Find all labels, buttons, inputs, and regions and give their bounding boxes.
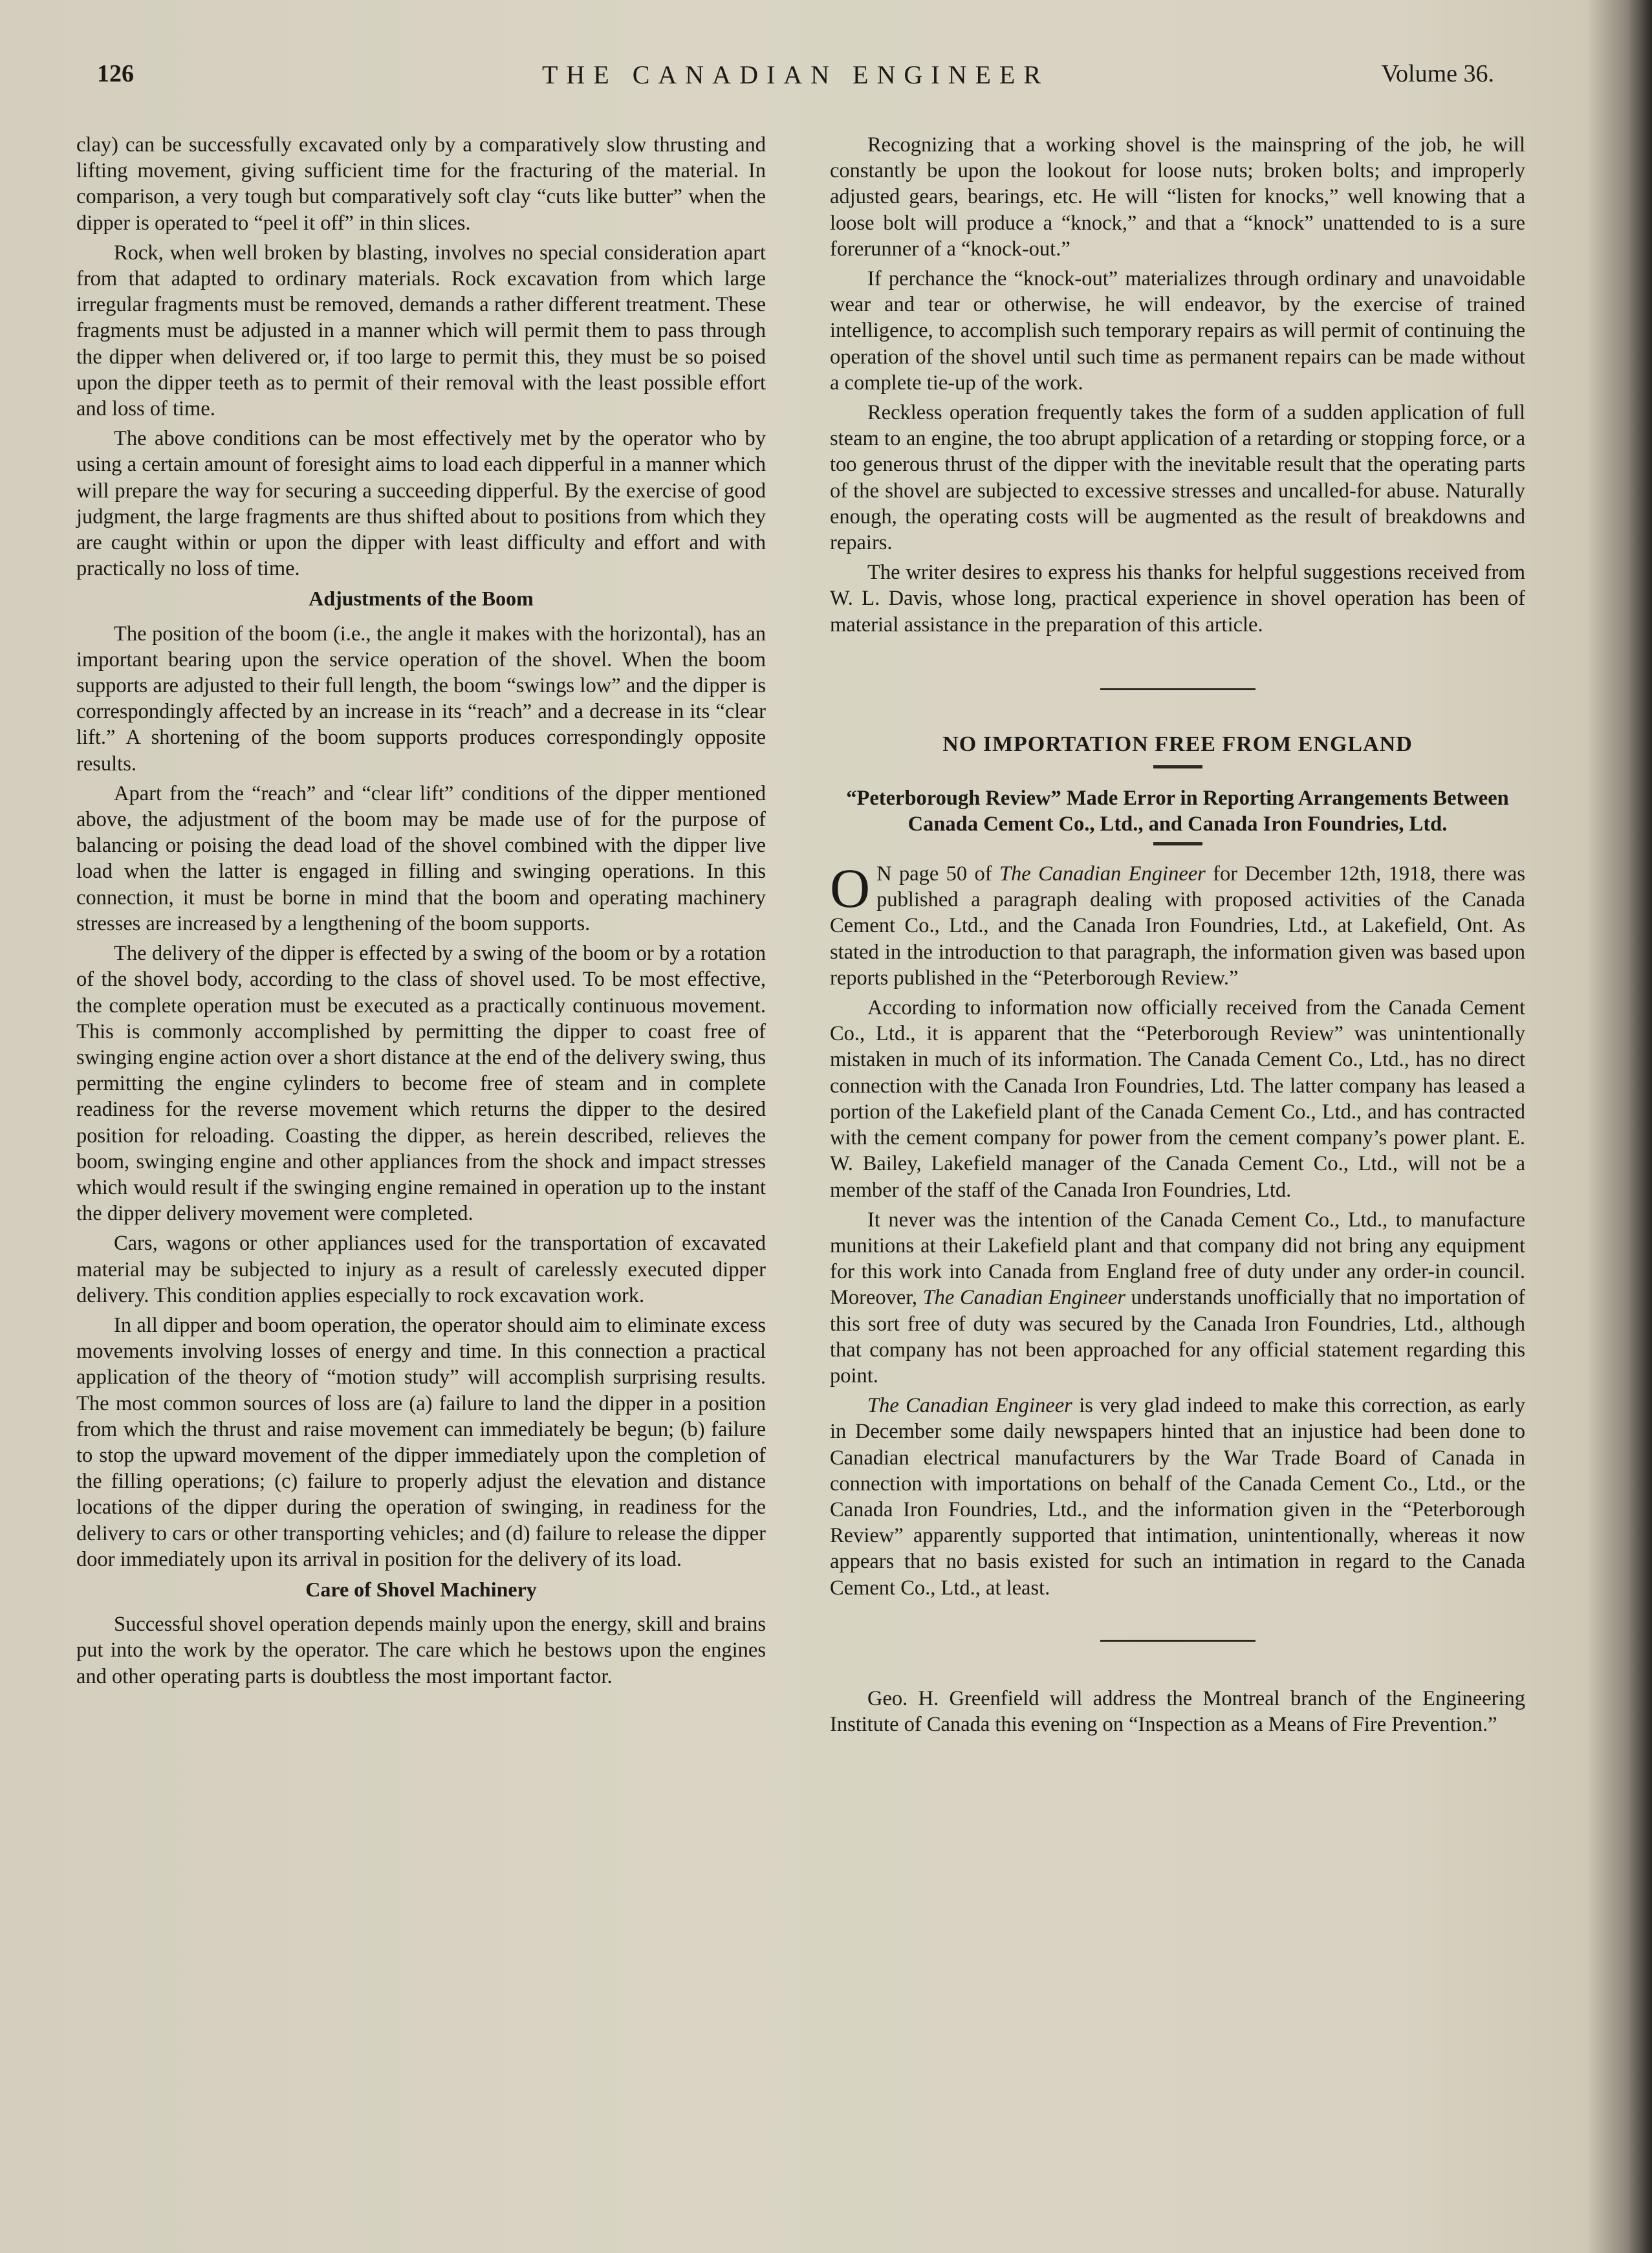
paragraph: The delivery of the dipper is effected by a swing of the boom or by a rotation of the shovel body, according to the class of shovel used. To be most effective, the complete operation must be executed as a practically continuous movement. This is commonly accomplished by permitting the dipper to coast free of swinging engine action over a short distance at the end of the delivery swing, thus permitting the engine cylinders to become free of steam and in complete readiness for the reverse movement which returns the dipper to the desired position for reloading. Coasting the dipper, as herein described, relieves the boom, swinging engine and other appliances from the shock and impact stresses which would result if the swinging engine remained in operation up to the instant the dipper delivery movement were completed. [76,942,766,1226]
paragraph [830,1393,1525,1601]
section-divider [1100,1640,1255,1642]
paragraph: Recognizing that a working shovel is the mainspring of the job, he will constantly be upon the lookout for loose nuts; broken bolts; and improperly adjusted gears, bearings, etc. He will “listen for knocks,” well knowing that a loose bolt will produce a “knock,” and that a “knock” unattended to is a sure forerunner of a “knock-out.” [830,133,1525,261]
article-deck: “Peterborough Review” Made Error in Reporting Arrangements Between Canada Cement Co., Ltd., and Canada Iron Foundries, Ltd. [846,787,1509,836]
journal-name-italic: The Canadian Engineer [922,1286,1125,1310]
paragraph [830,1207,1525,1389]
article-title: NO IMPORTATION FREE FROM ENGLAND [942,732,1413,756]
text-run: for December 12th, 1918, there was published a paragraph dealing with proposed activities of the Canada Cement Co., Ltd., and the Canada Iron Foundries, Ltd., at Lakefield, Ont. As stated in the introduction to that paragraph, the information given was based upon reports published in the “Peterborough Review.” [830,862,1525,990]
deck-rule [1153,842,1202,845]
journal-name-italic: The Canadian Engineer [999,862,1206,886]
text-run: It never was the intention of the Canada Cement Co., Ltd., to manufacture munitions at their Lakefield plant and that company did not bring any equipment for this work into Canada from England free of duty under any order-in council. Moreover, [830,1208,1525,1310]
journal-title: THE CANADIAN ENGINEER [541,60,1050,89]
text-run: understands unofficially that no importation of this sort free of duty was secured by the Canada Iron Foundries, Ltd., although that company has not been approached for any official statement regarding this point. [830,1286,1525,1388]
paragraph: According to information now officially received from the Canada Cement Co., Ltd., it is apparent that the “Peterborough Review” was unintentionally mistaken in much of its information. The Canada Cement Co., Ltd., has no direct connection with the Canada Iron Foundries, Ltd. The latter company has leased a portion of the Lakefield plant of the Canada Cement Co., Ltd., and has contracted with the cement company for power from the cement company’s power plant. E. W. Bailey, Lakefield manager of the Canada Cement Co., Ltd., will not be a member of the staff of the Canada Iron Foundries, Ltd. [830,996,1525,1202]
paragraph: If perchance the “knock-out” materializes through ordinary and unavoidable wear and tear or otherwise, he will endeavor, by the exercise of trained intelligence, to accomplish such temporary repairs as will permit of continuing the operation of the shovel until such time as permanent repairs can be made without a complete tie-up of the work. [830,267,1525,395]
paragraph: Apart from the “reach” and “clear lift” conditions of the dipper mentioned above, the adjustment of the boom may be made use of for the purpose of balancing or poising the dead load of the shovel combined with the dipper live load when the latter is engaged in filling and swinging operations. In this connection, it must be borne in mind that the boom and operating machinery stresses are increased by a lengthening of the boom supports. [76,781,766,935]
right-column [830,132,1525,1741]
paragraph: The writer desires to express his thanks for helpful suggestions received from W. L. Davis, whose long, practical experience in shovel operation has been of material assistance in the preparation of this article. [830,561,1525,637]
section-heading-machinery: Care of Shovel Machinery [305,1577,537,1601]
paragraph: clay) can be successfully excavated only by a comparatively slow thrusting and lifting movement, giving sufficient time for the fracturing of the material. In comparison, a very tough but comparatively soft clay “cuts like butter” when the dipper is operated to “peel it off” in thin slices. [76,133,766,235]
paragraph: Successful shovel operation depends mainly upon the energy, skill and brains put into the work by the operator. The care which he bestows upon the engines and other operating parts is doubtless the most important factor. [76,1613,766,1688]
text-run: is very glad indeed to make this correction, as early in December some daily newspapers hinted that an injustice had been done to Canadian electrical manufacturers by the War Trade Board of Canada in connection with importations on behalf of the Canada Cement Co., Ltd., or the Canada Iron Foundries, Ltd., and the information given in the “Peterborough Review” apparently supported that intimation, unintentionally, whereas it now appears that no basis existed for such an intimation in regard to the Canada Cement Co., Ltd., at least. [830,1394,1525,1600]
journal-name-italic: The Canadian Engineer [867,1394,1072,1418]
title-rule [1153,765,1202,768]
paragraph: In all dipper and boom operation, the operator should aim to eliminate excess movements involving losses of energy and time. In this connection a practical application of the theory of “motion study” will accomplish surprising results. The most common sources of loss are (a) failure to land the dipper in a position from which the thrust and raise movement can immediately be begun; (b) failure to stop the upward movement of the dipper immediately upon the completion of the filling operations; (c) failure to properly adjust the elevation and distance locations of the dipper during the operation of swinging, in readiness for the delivery to cars or other transporting vehicles; and (d) failure to release the dipper door immediately upon its arrival in position for the delivery of its load. [76,1313,766,1571]
paragraph: Cars, wagons or other appliances used for the transportation of excavated material may be subjected to injury as a result of carelessly executed dipper delivery. This condition applies especially to rock excavation work. [76,1232,766,1307]
volume-label: Volume 36. [1381,60,1494,87]
paragraph: Reckless operation frequently takes the form of a sudden application of full steam to an engine, the too abrupt application of a retarding or stopping force, or a too generous thrust of the dipper with the inevitable result that the operating parts of the shovel are subjected to excessive stresses and uncalled-for abuse. Naturally enough, the operating costs will be augmented as the result of breakdowns and repairs. [830,401,1525,555]
drop-cap: O [830,857,871,920]
section-heading-boom: Adjustments of the Boom [309,587,534,611]
page-number: 126 [97,60,134,87]
paragraph: The above conditions can be most effectively met by the operator who by using a certain amount of foresight aims to load each dipperful in a manner which will prepare the way for securing a succeeding dipperful. By the exercise of good judgment, the large fragments are thus shifted about to positions from which they are caught within or upon the dipper with least difficulty and effort and with practically no loss of time. [76,427,766,581]
section-divider [1100,688,1255,690]
running-header [97,60,1494,98]
left-column [76,132,766,1693]
paragraph-notice: Geo. H. Greenfield will address the Montreal branch of the Engineering Institute of Canada this evening on “Inspection as a Means of Fire Prevention.” [830,1686,1525,1736]
paragraph-lead [830,857,1525,991]
paragraph: Rock, when well broken by blasting, involves no special consideration apart from that adapted to ordinary materials. Rock excavation from which large irregular fragments must be removed, demands a rather different treatment. These fragments must be adjusted in a manner which will permit them to pass through the dipper when delivered or, if too large to permit this, they must be so poised upon the dipper teeth as to permit of their removal with the least possible effort and loss of time. [76,241,766,421]
text-run: N page 50 of [876,862,999,886]
paragraph: The position of the boom (i.e., the angle it makes with the horizontal), has an important bearing upon the service operation of the shovel. When the boom supports are adjusted to their full length, the boom “swings low” and the dipper is correspondingly affected by an increase in its “reach” and a decrease in its “clear lift.” A shortening of the boom supports produces correspondingly opposite results. [76,622,766,776]
